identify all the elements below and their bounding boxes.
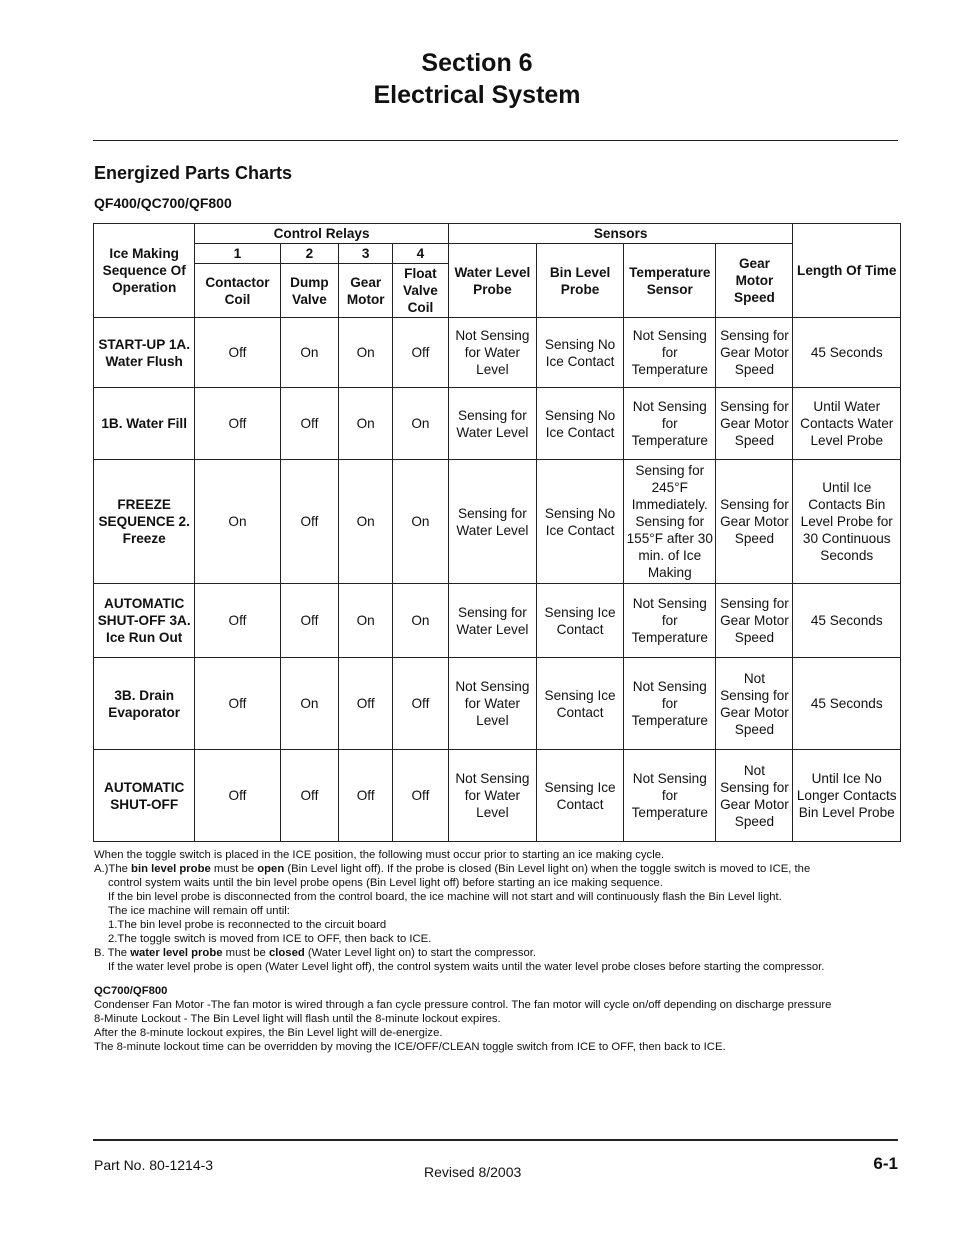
relay-number: 2 xyxy=(280,244,339,264)
table-row xyxy=(94,750,901,842)
qc-line: After the 8-minute lockout expires, the Bin Level light will de-energize. xyxy=(94,1027,443,1039)
sensor-state: Sensing for Gear Motor Speed xyxy=(716,460,793,584)
energized-parts-table xyxy=(93,223,901,842)
relay-name: Gear Motor xyxy=(339,264,393,318)
note-a-line xyxy=(94,862,906,876)
relay-state: On xyxy=(280,658,339,750)
sequence-cell: AUTOMATIC SHUT-OFF xyxy=(94,750,195,842)
note-bold: water level probe xyxy=(130,947,223,959)
header-length: Length Of Time xyxy=(793,224,901,318)
relay-state: Off xyxy=(393,750,449,842)
sensor-state: Not Sensing for Temperature xyxy=(624,750,716,842)
note-bold: bin level probe xyxy=(131,863,211,875)
length-cell: Until Ice No Longer Contacts Bin Level Probe xyxy=(793,750,901,842)
sensor-state: Sensing for Water Level xyxy=(448,388,536,460)
notes-block xyxy=(94,848,906,1054)
relay-name: Contactor Coil xyxy=(195,264,280,318)
sequence-cell: AUTOMATIC SHUT-OFF 3A. Ice Run Out xyxy=(94,584,195,658)
relay-state: On xyxy=(339,388,393,460)
header-divider xyxy=(93,140,898,141)
note-bold: open xyxy=(257,863,285,875)
note-text: (Bin Level light off). If the probe is closed (Bin Level light on) when the toggle switch is moved to ICE, the xyxy=(284,863,811,875)
length-cell: Until Water Contacts Water Level Probe xyxy=(793,388,901,460)
note-line: If the water level probe is open (Water Level light off), the control system waits until the water level probe closes before starting the compressor. xyxy=(108,961,825,973)
length-cell: 45 Seconds xyxy=(793,318,901,388)
note-text: must be xyxy=(222,947,269,959)
sensor-name: Temperature Sensor xyxy=(624,244,716,318)
sensor-state: Sensing for Water Level xyxy=(448,584,536,658)
section-number: Section 6 xyxy=(421,49,533,77)
sensor-state: Sensing for Water Level xyxy=(448,460,536,584)
note-line: The ice machine will remain off until: xyxy=(108,905,290,917)
relay-name: Dump Valve xyxy=(280,264,339,318)
relay-state: On xyxy=(393,388,449,460)
sensor-state: Not Sensing for Water Level xyxy=(448,658,536,750)
relay-state: On xyxy=(339,460,393,584)
note-line: If the bin level probe is disconnected from the control board, the ice machine will not start and will continuously flash the Bin Level light. xyxy=(108,891,782,903)
length-cell: 45 Seconds xyxy=(793,584,901,658)
relay-number: 1 xyxy=(195,244,280,264)
length-cell: 45 Seconds xyxy=(793,658,901,750)
sensor-state: Not Sensing for Gear Motor Speed xyxy=(716,658,793,750)
note-b-line xyxy=(94,946,906,960)
note-line: 2.The toggle switch is moved from ICE to OFF, then back to ICE. xyxy=(108,933,432,945)
chart-heading: Energized Parts Charts xyxy=(94,163,293,183)
note-line: 1.The bin level probe is reconnected to the circuit board xyxy=(108,919,387,931)
sensor-state: Not Sensing for Water Level xyxy=(448,750,536,842)
relay-state: Off xyxy=(393,318,449,388)
relay-state: On xyxy=(393,460,449,584)
footer-divider xyxy=(93,1139,898,1141)
relay-state: Off xyxy=(195,750,280,842)
relay-state: On xyxy=(280,318,339,388)
sensor-state: Not Sensing for Temperature xyxy=(624,318,716,388)
sensor-state: Sensing for Gear Motor Speed xyxy=(716,388,793,460)
relay-state: Off xyxy=(195,388,280,460)
note-text: must be xyxy=(210,863,258,875)
table-row xyxy=(94,388,901,460)
header-sensors: Sensors xyxy=(448,224,793,244)
relay-state: On xyxy=(195,460,280,584)
relay-state: Off xyxy=(280,460,339,584)
sequence-cell: START-UP 1A. Water Flush xyxy=(94,318,195,388)
relay-number: 3 xyxy=(339,244,393,264)
relay-state: On xyxy=(393,584,449,658)
sensor-name: Water Level Probe xyxy=(448,244,536,318)
sequence-cell: 3B. Drain Evaporator xyxy=(94,658,195,750)
sensor-state: Sensing for 245°F Immediately. Sensing for 155°F after 30 min. of Ice Making xyxy=(624,460,716,584)
note-text: (Water Level light on) to start the compressor. xyxy=(304,947,537,959)
note-text: B. The xyxy=(94,947,131,959)
relay-name: Float Valve Coil xyxy=(393,264,449,318)
relay-state: Off xyxy=(280,750,339,842)
relay-state: Off xyxy=(339,658,393,750)
header-control-relays: Control Relays xyxy=(195,224,448,244)
table-row xyxy=(94,460,901,584)
relay-state: Off xyxy=(195,658,280,750)
qc-line: 8-Minute Lockout - The Bin Level light will flash until the 8-minute lockout expires. xyxy=(94,1013,501,1025)
relay-state: On xyxy=(339,584,393,658)
sensor-state: Not Sensing for Temperature xyxy=(624,584,716,658)
sequence-cell: FREEZE SEQUENCE 2. Freeze xyxy=(94,460,195,584)
table-row xyxy=(94,318,901,388)
sequence-cell: 1B. Water Fill xyxy=(94,388,195,460)
sensor-state: Sensing for Gear Motor Speed xyxy=(716,318,793,388)
sensor-state: Sensing No Ice Contact xyxy=(536,388,623,460)
revision-date: Revised 8/2003 xyxy=(424,1164,522,1180)
note-text: A.)The xyxy=(94,863,132,875)
sensor-state: Sensing for Gear Motor Speed xyxy=(716,584,793,658)
relay-state: Off xyxy=(195,318,280,388)
note-bold: closed xyxy=(268,947,305,959)
sensor-state: Not Sensing for Temperature xyxy=(624,388,716,460)
length-cell: Until Ice Contacts Bin Level Probe for 30 Continuous Seconds xyxy=(793,460,901,584)
sensor-state: Not Sensing for Temperature xyxy=(624,658,716,750)
note-intro: When the toggle switch is placed in the ICE position, the following must occur prior to starting an ice making cycle. xyxy=(94,849,665,861)
sensor-state: Not Sensing for Gear Motor Speed xyxy=(716,750,793,842)
relay-state: Off xyxy=(339,750,393,842)
section-title: Electrical System xyxy=(373,81,581,109)
qc-heading: QC700/QF800 xyxy=(94,985,168,997)
qc-line: Condenser Fan Motor -The fan motor is wired through a fan cycle pressure control. The fan motor will cycle on/off depending on discharge pressure xyxy=(94,999,832,1011)
sensor-state: Sensing Ice Contact xyxy=(536,658,623,750)
relay-state: Off xyxy=(393,658,449,750)
model-heading: QF400/QC700/QF800 xyxy=(94,195,232,211)
sensor-state: Sensing No Ice Contact xyxy=(536,460,623,584)
sensor-state: Not Sensing for Water Level xyxy=(448,318,536,388)
page-number: 6-1 xyxy=(873,1154,898,1173)
header-sequence: Ice Making Sequence Of Operation xyxy=(94,224,195,318)
sensor-name: Gear Motor Speed xyxy=(716,244,793,318)
relay-state: On xyxy=(339,318,393,388)
qc-line: The 8-minute lockout time can be overridden by moving the ICE/OFF/CLEAN toggle switch from ICE to OFF, then back to ICE. xyxy=(94,1041,726,1053)
sensor-state: Sensing No Ice Contact xyxy=(536,318,623,388)
sensor-state: Sensing Ice Contact xyxy=(536,584,623,658)
sensor-state: Sensing Ice Contact xyxy=(536,750,623,842)
table-row xyxy=(94,584,901,658)
table-row xyxy=(94,658,901,750)
part-number: Part No. 80-1214-3 xyxy=(94,1157,214,1173)
sensor-name: Bin Level Probe xyxy=(536,244,623,318)
relay-state: Off xyxy=(195,584,280,658)
relay-state: Off xyxy=(280,584,339,658)
note-line: control system waits until the bin level probe opens (Bin Level light off) before starting an ice making sequence. xyxy=(108,877,663,889)
relay-number: 4 xyxy=(393,244,449,264)
relay-state: Off xyxy=(280,388,339,460)
